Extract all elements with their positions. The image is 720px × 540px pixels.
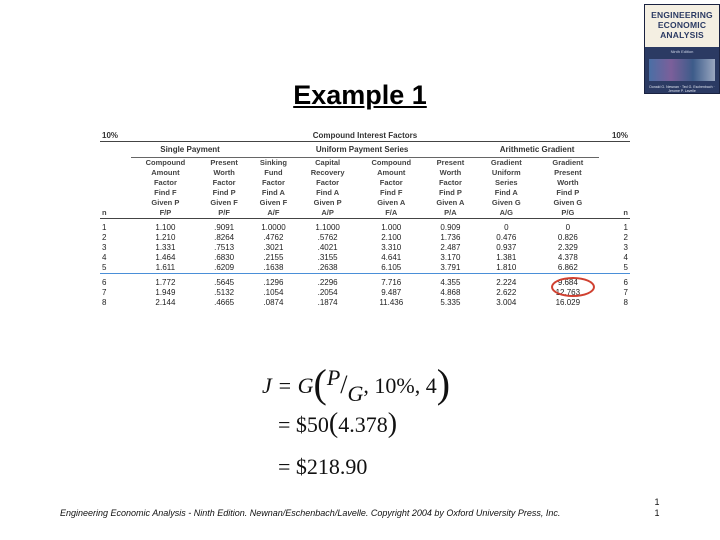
slide-title: Example 1 bbox=[293, 80, 427, 110]
factor-value: 2.144 bbox=[155, 298, 176, 307]
column-header-cell: Find P bbox=[212, 188, 236, 197]
table-row bbox=[100, 243, 630, 253]
n-header-right bbox=[599, 198, 630, 208]
factor-value: .2638 bbox=[298, 263, 357, 274]
factor-value: 0.476 bbox=[496, 233, 517, 242]
column-header-cell: Worth bbox=[557, 178, 579, 187]
factor-value: 2.622 bbox=[496, 288, 517, 297]
factor-value: 0.937 bbox=[496, 243, 517, 252]
column-header-cell: Fund bbox=[264, 168, 283, 177]
highlight-circle bbox=[551, 277, 595, 297]
factor-value: .4665 bbox=[214, 298, 235, 307]
column-header-cell: Given A bbox=[377, 198, 406, 207]
book-title-line-3: ANALYSIS bbox=[660, 30, 704, 40]
factor-value: .6830 bbox=[214, 253, 235, 262]
factor-value: 0.826 bbox=[557, 233, 578, 242]
factor-value: .2054 bbox=[317, 288, 338, 297]
factor-value: .0874 bbox=[263, 298, 284, 307]
column-header-cell: Worth bbox=[439, 168, 462, 177]
factor-value: 3.310 bbox=[381, 243, 402, 252]
factor-value: .2296 bbox=[317, 278, 338, 287]
factor-value: .4762 bbox=[263, 233, 284, 242]
factor-value: 1.772 bbox=[155, 278, 176, 287]
column-header-cell: Amount bbox=[377, 168, 406, 177]
period-n: 6 bbox=[102, 278, 107, 287]
compound-interest-table bbox=[100, 131, 630, 308]
footer-copyright: Engineering Economic Analysis - Ninth Edition. Newnan/Eschenbach/Lavelle. Copyright 2004 by Oxford University Press, Inc. bbox=[60, 508, 561, 518]
group-arithmetic-gradient: Arithmetic Gradient bbox=[476, 142, 599, 158]
column-header-cell: Find A bbox=[494, 188, 518, 197]
factor-value: 0 bbox=[565, 223, 571, 232]
column-header-cell: Factor bbox=[316, 178, 340, 187]
column-header-cell: Sinking bbox=[259, 158, 287, 167]
period-n: 3 bbox=[623, 243, 628, 252]
factor-value: .8264 bbox=[214, 233, 235, 242]
factor-value: 1.0000 bbox=[261, 223, 286, 232]
factor-value: 1.210 bbox=[155, 233, 176, 242]
column-header-cell: Given A bbox=[436, 198, 465, 207]
eq2-inner: 4.378 bbox=[338, 412, 388, 437]
factor-value: 7.716 bbox=[381, 278, 402, 287]
factor-value: .1874 bbox=[317, 298, 338, 307]
factor-value: 4.378 bbox=[557, 253, 578, 262]
column-header-cell: Present bbox=[436, 158, 465, 167]
rate-left: 10% bbox=[100, 131, 131, 142]
period-n: 1 bbox=[623, 223, 628, 232]
equation-line-1: J = G(P/G, 10%, 4) bbox=[262, 361, 451, 406]
column-header-cell: Factor bbox=[212, 178, 236, 187]
column-header-cell: Given G bbox=[553, 198, 583, 207]
column-header-cell: Given F bbox=[259, 198, 288, 207]
factor-value: 0 bbox=[504, 223, 509, 232]
column-header-cell: Given F bbox=[210, 198, 238, 207]
factor-value: .3155 bbox=[317, 253, 338, 262]
factor-value: 0.909 bbox=[440, 223, 461, 232]
factor-value: .4021 bbox=[317, 243, 338, 252]
column-header-cell: Factor bbox=[438, 178, 462, 187]
column-header-cell: A/F bbox=[249, 208, 298, 219]
column-header-cell: Compound bbox=[371, 158, 412, 167]
column-header-cell: Gradient bbox=[552, 158, 584, 167]
factor-value: 2.100 bbox=[381, 233, 402, 242]
rate-right: 10% bbox=[599, 131, 630, 142]
column-header-cell: P/A bbox=[425, 208, 475, 219]
column-header-cell: Given P bbox=[151, 198, 180, 207]
factor-value: .1296 bbox=[263, 278, 284, 287]
factor-value: 3.170 bbox=[440, 253, 461, 262]
n-header-left bbox=[100, 158, 131, 169]
factor-value: .6209 bbox=[199, 263, 248, 274]
book-title-line-1: ENGINEERING bbox=[651, 10, 713, 20]
column-header-cell: Find F bbox=[380, 188, 403, 197]
column-header-cell: Find A bbox=[261, 188, 285, 197]
period-n: 7 bbox=[102, 288, 107, 297]
factor-value: 2.329 bbox=[557, 243, 578, 252]
factor-value: 3.791 bbox=[425, 263, 475, 274]
factor-value: .3021 bbox=[263, 243, 284, 252]
factor-value: 2.487 bbox=[440, 243, 461, 252]
factor-value: .1054 bbox=[263, 288, 284, 297]
table-main-header: Compound Interest Factors bbox=[131, 131, 598, 142]
factor-value: .7513 bbox=[214, 243, 235, 252]
factor-value: .5762 bbox=[317, 233, 338, 242]
column-header-cell: Present bbox=[210, 158, 238, 167]
factor-value: 1.464 bbox=[155, 253, 176, 262]
column-header-cell: Uniform bbox=[491, 168, 521, 177]
n-header-left bbox=[100, 188, 131, 198]
factor-value: 4.868 bbox=[440, 288, 461, 297]
table-row bbox=[100, 219, 630, 234]
n-header-left bbox=[100, 198, 131, 208]
period-n: 4 bbox=[102, 253, 107, 262]
factor-value: 6.862 bbox=[537, 263, 599, 274]
period-n: 5 bbox=[100, 263, 131, 274]
n-header-left: n bbox=[100, 208, 131, 219]
column-header-cell: Factor bbox=[261, 178, 285, 187]
factor-value: 2.224 bbox=[496, 278, 517, 287]
factor-value: 3.004 bbox=[496, 298, 517, 307]
eq2-prefix: = $50 bbox=[278, 412, 329, 437]
n-header-right bbox=[599, 178, 630, 188]
eq-num: P bbox=[326, 365, 341, 390]
factor-value: 1.331 bbox=[155, 243, 176, 252]
equation-line-3: = $218.90 bbox=[278, 454, 368, 479]
factor-value: 9.684 bbox=[557, 278, 578, 287]
n-header-right bbox=[599, 168, 630, 178]
factor-value: 1.611 bbox=[131, 263, 199, 274]
period-n: 2 bbox=[102, 233, 107, 242]
period-n: 6 bbox=[623, 278, 628, 287]
n-header-right bbox=[599, 158, 630, 169]
factor-value: 4.355 bbox=[440, 278, 461, 287]
table-row bbox=[100, 288, 630, 298]
period-n: 1 bbox=[102, 223, 107, 232]
factor-value: 11.436 bbox=[379, 298, 404, 307]
factor-value: .1638 bbox=[249, 263, 298, 274]
column-header-cell: Worth bbox=[213, 168, 235, 177]
book-edition: Ninth Edition bbox=[670, 49, 694, 54]
factor-value: 1.381 bbox=[496, 253, 517, 262]
factor-value: 1.736 bbox=[440, 233, 461, 242]
factor-value: .5645 bbox=[214, 278, 235, 287]
group-single-payment: Single Payment bbox=[131, 142, 248, 158]
column-header-cell: Find A bbox=[316, 188, 340, 197]
column-header-cell: Series bbox=[495, 178, 518, 187]
factor-value: 4.641 bbox=[381, 253, 402, 262]
period-n: 4 bbox=[623, 253, 628, 262]
column-header-cell: Present bbox=[554, 168, 582, 177]
period-n: 8 bbox=[623, 298, 628, 307]
factor-value: 12.763 bbox=[555, 288, 581, 297]
factor-value: 1.949 bbox=[155, 288, 176, 297]
factor-value: 5.335 bbox=[440, 298, 461, 307]
factor-value: .5132 bbox=[214, 288, 235, 297]
table-row bbox=[100, 253, 630, 263]
factor-value: 6.105 bbox=[357, 263, 425, 274]
n-header-left bbox=[100, 168, 131, 178]
column-header-cell: Compound bbox=[145, 158, 186, 167]
factor-value: 1.1000 bbox=[315, 223, 340, 232]
column-header-cell: P/F bbox=[199, 208, 248, 219]
column-header-cell: Given P bbox=[313, 198, 342, 207]
column-header-cell: Given G bbox=[491, 198, 521, 207]
column-header-cell: Capital bbox=[315, 158, 341, 167]
column-header-cell: Factor bbox=[153, 178, 177, 187]
eq-args: , 10%, 4 bbox=[363, 373, 437, 398]
column-header-cell: Find F bbox=[154, 188, 177, 197]
eq-lhs: J = G bbox=[262, 373, 314, 398]
table-row bbox=[100, 298, 630, 308]
period-n: 8 bbox=[102, 298, 107, 307]
period-n: 5 bbox=[599, 263, 630, 274]
column-header-cell: Gradient bbox=[490, 158, 522, 167]
book-cover-image bbox=[644, 4, 720, 94]
book-title-line-2: ECONOMIC bbox=[657, 20, 707, 30]
factor-value: 9.487 bbox=[381, 288, 402, 297]
column-header-cell: Factor bbox=[379, 178, 403, 187]
column-header-cell: Recovery bbox=[310, 168, 345, 177]
factor-value: .9091 bbox=[214, 223, 235, 232]
n-header-left bbox=[100, 178, 131, 188]
column-header-cell: Amount bbox=[151, 168, 180, 177]
column-header-cell: P/G bbox=[537, 208, 599, 219]
factor-value: 1.000 bbox=[381, 223, 402, 232]
factor-value: 1.810 bbox=[476, 263, 538, 274]
n-header-right: n bbox=[599, 208, 630, 219]
book-authors: Donald G. Newnan · Ted G. Eschenbach · Jerome P. Lavelle bbox=[649, 85, 715, 93]
factor-value: 16.029 bbox=[555, 298, 581, 307]
period-n: 7 bbox=[623, 288, 628, 297]
column-header-cell: Find P bbox=[438, 188, 462, 197]
factor-value: 1.100 bbox=[155, 223, 176, 232]
period-n: 2 bbox=[623, 233, 628, 242]
table-row bbox=[100, 233, 630, 243]
equation-line-2: = $50(4.378) bbox=[278, 408, 398, 439]
group-uniform-series: Uniform Payment Series bbox=[249, 142, 476, 158]
n-header-right bbox=[599, 188, 630, 198]
column-header-cell: F/P bbox=[131, 208, 199, 219]
table-row bbox=[100, 263, 630, 274]
period-n: 3 bbox=[102, 243, 107, 252]
eq-den: G bbox=[347, 381, 364, 406]
column-header-cell: F/A bbox=[357, 208, 425, 219]
column-header-cell: A/P bbox=[298, 208, 357, 219]
page-number: 1 1 bbox=[654, 497, 660, 518]
factor-value: .2155 bbox=[263, 253, 284, 262]
column-header-cell: Find P bbox=[556, 188, 580, 197]
column-header-cell: A/G bbox=[476, 208, 538, 219]
